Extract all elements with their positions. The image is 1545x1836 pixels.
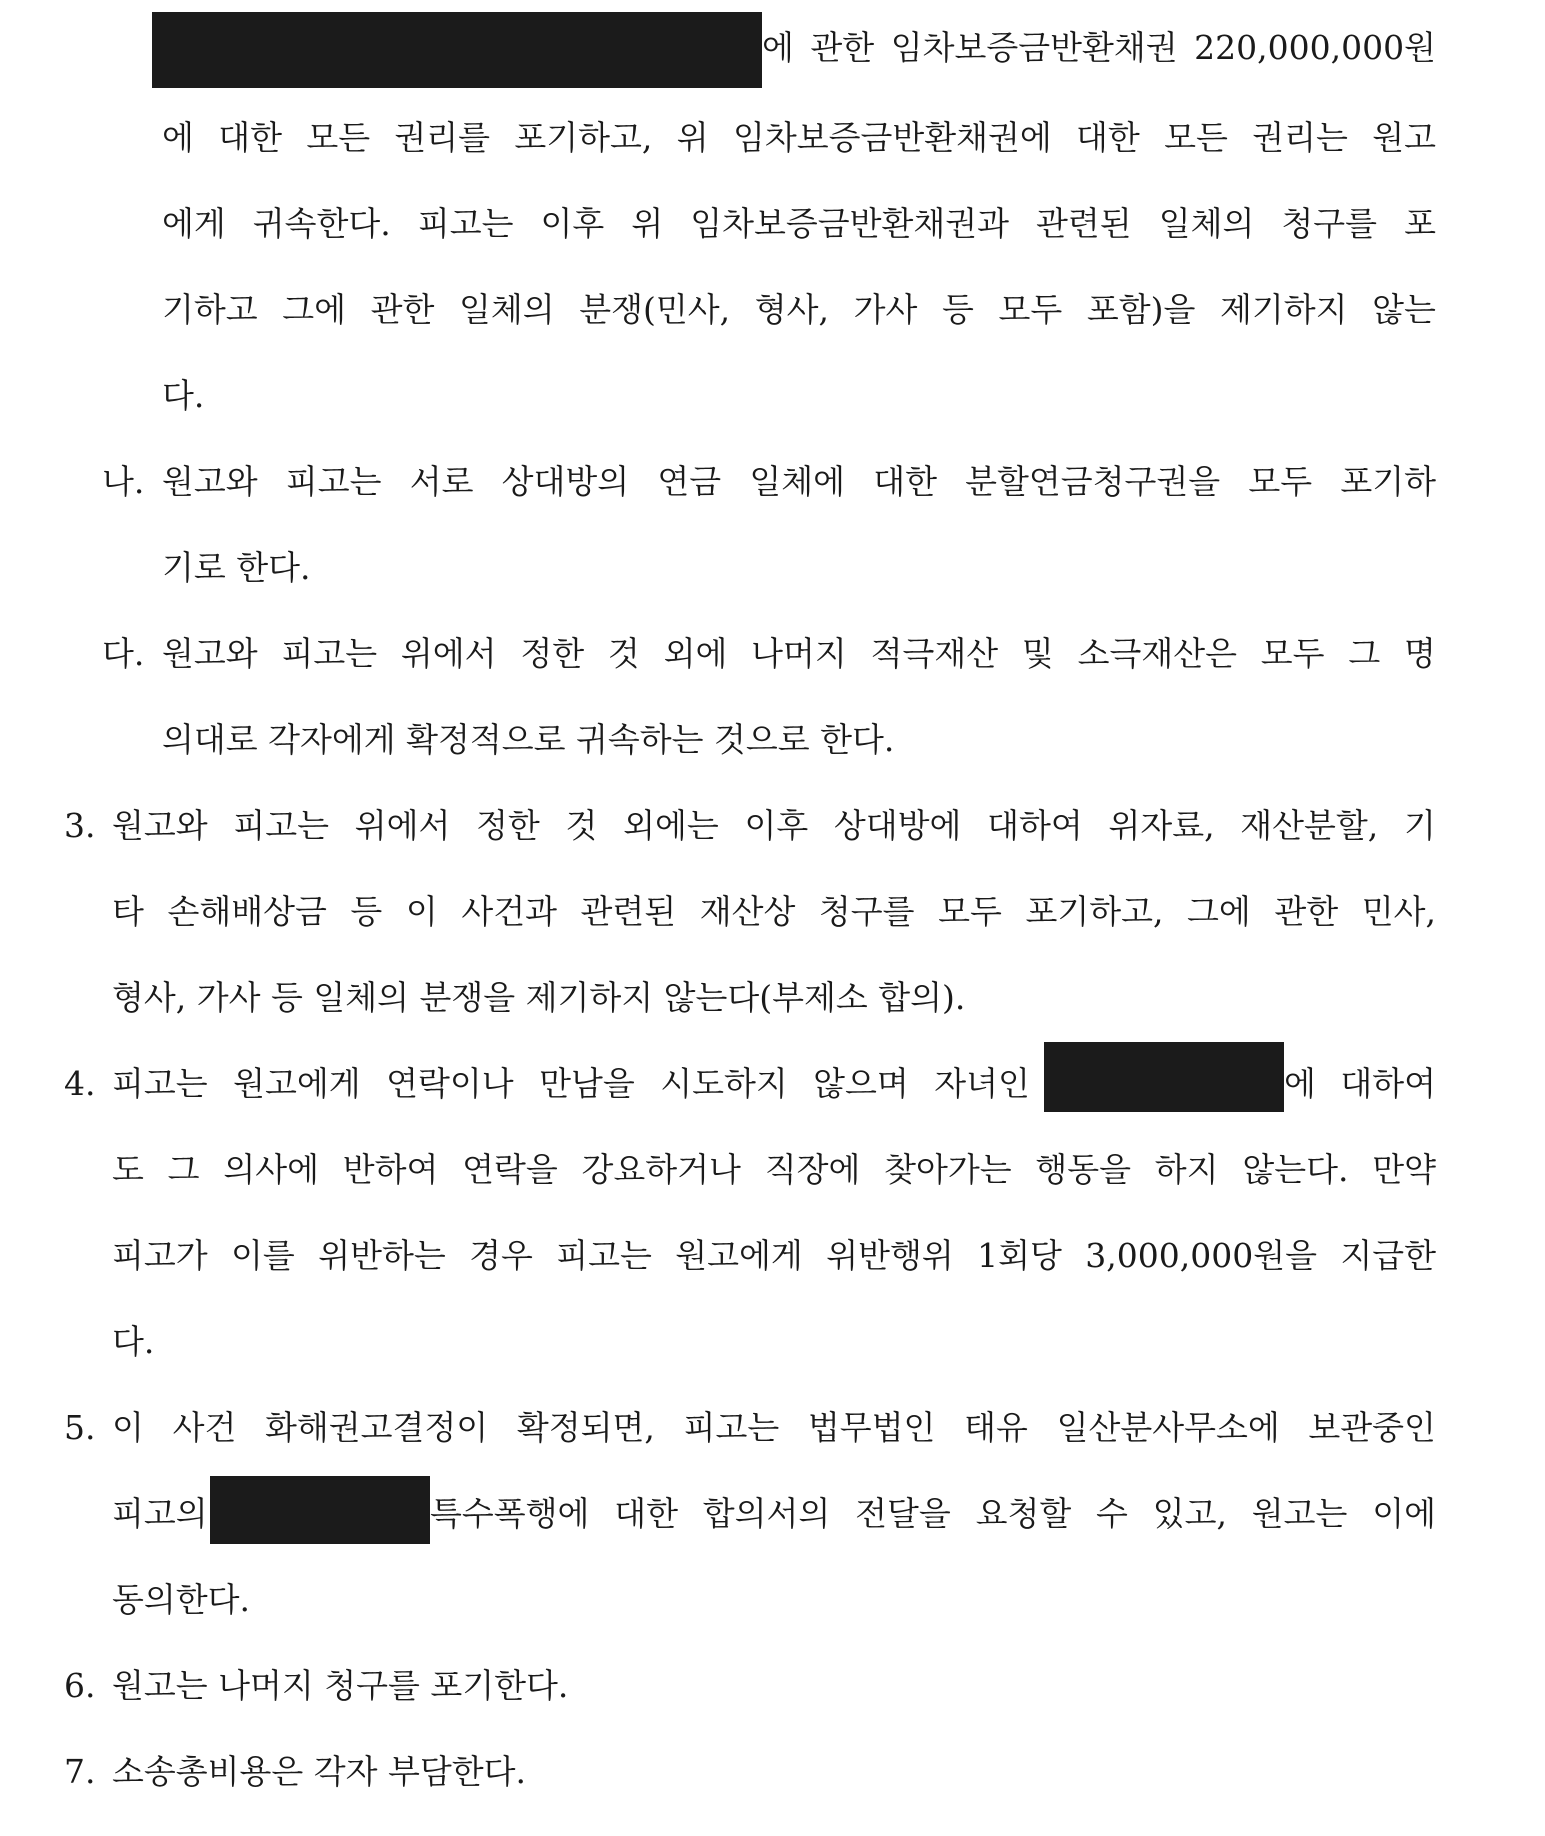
word: 이후 — [540, 204, 605, 243]
word: 법무법인 — [807, 1408, 936, 1447]
word: 자녀인 — [934, 1064, 1030, 1103]
word: 포기하고, — [514, 118, 653, 157]
word: 일체에 — [749, 462, 845, 501]
word: 피고가 — [112, 1236, 208, 1275]
word: 만약 — [1372, 1150, 1436, 1189]
word: 및 — [1021, 634, 1054, 673]
word: 모두 — [1248, 462, 1313, 501]
item-3-line-3: 형사, 가사 등 일체의 분쟁을 제기하지 않는다(부제소 합의). — [112, 978, 966, 1017]
word: 정한 — [520, 634, 585, 673]
word: 않는다. — [1242, 1150, 1349, 1189]
word: 제기하지 — [1219, 290, 1348, 329]
word: 태유 — [964, 1408, 1028, 1447]
word: 모두 — [1260, 634, 1325, 673]
word: 분쟁(민사, — [579, 290, 731, 329]
redacted-block — [152, 12, 762, 88]
word: 피고는 — [556, 1236, 652, 1275]
word: 관련된 — [1036, 204, 1132, 243]
item-6-label: 6. — [64, 1666, 96, 1705]
word: 명 — [1404, 634, 1436, 673]
word: 피고는 — [281, 634, 378, 673]
word: 형사, — [754, 290, 829, 329]
word: 원고는 — [1251, 1494, 1348, 1533]
na-line-1 — [162, 462, 1436, 502]
word: 대하여 — [1340, 1064, 1436, 1103]
word: 위자료, — [1108, 806, 1215, 845]
word: 이를 — [231, 1236, 295, 1275]
word: 요청할 — [975, 1494, 1072, 1533]
word: 등 — [350, 892, 383, 931]
ga-line-4 — [162, 290, 1436, 330]
word: 외에는 — [623, 806, 719, 845]
word: 임차보증금반환채권 — [890, 28, 1178, 67]
item-4-line-3 — [112, 1236, 1436, 1276]
word: 연락을 — [462, 1150, 558, 1189]
item-4-line-1-before — [112, 1064, 1030, 1104]
word: 대한 — [873, 462, 937, 501]
word: 사건 — [172, 1408, 237, 1447]
item-4-line-1-after — [1284, 1064, 1436, 1104]
word: 그 — [167, 1150, 200, 1189]
word: 권리를 — [394, 118, 491, 157]
word: 나머지 — [751, 634, 847, 673]
word: 모든 — [1164, 118, 1228, 157]
ga-line-3 — [162, 204, 1436, 244]
word: 220,000,000원 — [1194, 28, 1436, 67]
word: 원고와 — [162, 462, 258, 501]
word: 피고는 — [285, 462, 382, 501]
item-4-label: 4. — [64, 1064, 96, 1103]
word: 이후 — [744, 806, 809, 845]
word: 피고는 — [233, 806, 329, 845]
word: 에 — [162, 118, 194, 157]
word: 에 — [1284, 1064, 1316, 1103]
word: 위반행위 — [826, 1236, 954, 1275]
word: 피고는 — [417, 204, 514, 243]
word: 피고는 — [112, 1064, 208, 1103]
word: 강요하거나 — [581, 1150, 741, 1189]
word: 관한 — [1274, 892, 1339, 931]
word: 포기하 — [1340, 462, 1436, 501]
word: 지급한 — [1340, 1236, 1436, 1275]
word: 확정되면, — [516, 1408, 655, 1447]
item-6-text: 원고는 나머지 청구를 포기한다. — [112, 1666, 569, 1705]
na-label: 나. — [102, 462, 145, 501]
word: 소극재산은 — [1077, 634, 1237, 673]
word: 연락이나 — [386, 1064, 514, 1103]
word: 하지 — [1154, 1150, 1219, 1189]
da-line-1 — [162, 634, 1436, 674]
ga-line-1 — [762, 28, 1436, 68]
word: 가사 — [853, 290, 918, 329]
word: 재산분할, — [1240, 806, 1379, 845]
word: 임차보증금반환채권에 — [732, 118, 1052, 157]
word: 위에서 — [400, 634, 497, 673]
ga-line-2 — [162, 118, 1436, 158]
ga-line-5: 다. — [162, 376, 205, 415]
word: 화해권고결정이 — [265, 1408, 489, 1447]
word: 분할연금청구권을 — [965, 462, 1221, 501]
word: 일체의 — [459, 290, 555, 329]
item-7-label: 7. — [64, 1752, 96, 1791]
word: 원고 — [1372, 118, 1436, 157]
word: 있고, — [1152, 1494, 1227, 1533]
word: 경우 — [469, 1236, 533, 1275]
word: 포함)을 — [1086, 290, 1196, 329]
word: 합의서의 — [702, 1494, 831, 1533]
word: 기하고 — [162, 290, 258, 329]
word: 관한 — [370, 290, 435, 329]
word: 사건과 — [461, 892, 557, 931]
da-line-2: 의대로 각자에게 확정적으로 귀속하는 것으로 한다. — [162, 720, 895, 759]
word: 시도하지 — [660, 1064, 788, 1103]
redacted-child-name — [1044, 1042, 1284, 1112]
word: 원고와 — [112, 806, 208, 845]
word: 원고와 — [162, 634, 258, 673]
word: 위에서 — [354, 806, 451, 845]
word: 타 — [112, 892, 144, 931]
word: 청구를 — [818, 892, 915, 931]
word: 권리는 — [1252, 118, 1348, 157]
item-5-line-3: 동의한다. — [112, 1580, 251, 1619]
word: 서로 — [409, 462, 474, 501]
word: 정한 — [476, 806, 540, 845]
word: 원고에게 — [233, 1064, 361, 1103]
word: 않으며 — [813, 1064, 909, 1103]
item-5-line-1 — [112, 1408, 1436, 1448]
word: 의사에 — [223, 1150, 319, 1189]
word: 않는 — [1372, 290, 1436, 329]
item-3-label: 3. — [64, 806, 96, 845]
word: 대하여 — [987, 806, 1083, 845]
word: 위 — [631, 204, 664, 243]
word: 이 — [112, 1408, 144, 1447]
word: 재산상 — [699, 892, 796, 931]
word: 기 — [1404, 806, 1436, 845]
word: 도 — [112, 1150, 144, 1189]
redacted-case-detail — [210, 1476, 430, 1544]
word: 일체의 — [1158, 204, 1255, 243]
word: 그 — [1348, 634, 1381, 673]
word: 포기하고, — [1025, 892, 1164, 931]
item-3-line-1 — [112, 806, 1436, 846]
word: 손해배상금 — [167, 892, 327, 931]
word: 반하여 — [342, 1150, 439, 1189]
word: 대한 — [614, 1494, 678, 1533]
word: 일산분사무소에 — [1056, 1408, 1280, 1447]
word: 에 — [762, 28, 794, 67]
word: 행동을 — [1035, 1150, 1132, 1189]
item-4-line-2 — [112, 1150, 1436, 1190]
word: 그에 — [282, 290, 347, 329]
word: 위 — [676, 118, 709, 157]
word: 대한 — [218, 118, 282, 157]
item-5-label: 5. — [64, 1408, 96, 1447]
word: 전달을 — [855, 1494, 951, 1533]
word: 수 — [1096, 1494, 1128, 1533]
word: 에게 — [162, 204, 226, 243]
word: 대한 — [1076, 118, 1140, 157]
word: 이 — [405, 892, 438, 931]
word: 만남을 — [539, 1064, 635, 1103]
na-line-2: 기로 한다. — [162, 548, 311, 587]
word: 임차보증금반환채권과 — [690, 204, 1010, 243]
word: 것 — [565, 806, 598, 845]
word: 찾아가는 — [884, 1150, 1012, 1189]
word: 연금 — [657, 462, 722, 501]
word: 3,000,000원을 — [1085, 1236, 1317, 1275]
word: 특수폭행에 — [430, 1494, 590, 1533]
word: 등 — [941, 290, 974, 329]
item-3-line-2 — [112, 892, 1436, 932]
word: 보관중인 — [1308, 1408, 1436, 1447]
word: 모든 — [306, 118, 371, 157]
word: 관한 — [810, 28, 875, 67]
word: 피고는 — [683, 1408, 780, 1447]
da-label: 다. — [102, 634, 145, 673]
item-5-line-2-after — [430, 1494, 1436, 1534]
item-5-line-2-before: 피고의 — [112, 1494, 208, 1533]
word: 민사, — [1361, 892, 1436, 931]
word: 모두 — [938, 892, 1002, 931]
word: 적극재산 — [870, 634, 999, 673]
word: 귀속한다. — [252, 204, 391, 243]
word: 이에 — [1372, 1494, 1436, 1533]
word: 포 — [1404, 204, 1436, 243]
word: 상대방의 — [501, 462, 630, 501]
item-7-text: 소송총비용은 각자 부담한다. — [112, 1752, 527, 1791]
word: 직장에 — [764, 1150, 861, 1189]
word: 상대방에 — [833, 806, 962, 845]
word: 청구를 — [1281, 204, 1378, 243]
word: 1회당 — [977, 1236, 1062, 1275]
word: 모두 — [998, 290, 1063, 329]
word: 것 — [607, 634, 640, 673]
word: 관련된 — [580, 892, 677, 931]
word: 원고에게 — [675, 1236, 803, 1275]
word: 외에 — [663, 634, 728, 673]
item-4-line-4: 다. — [112, 1322, 155, 1361]
word: 그에 — [1187, 892, 1251, 931]
word: 위반하는 — [318, 1236, 446, 1275]
